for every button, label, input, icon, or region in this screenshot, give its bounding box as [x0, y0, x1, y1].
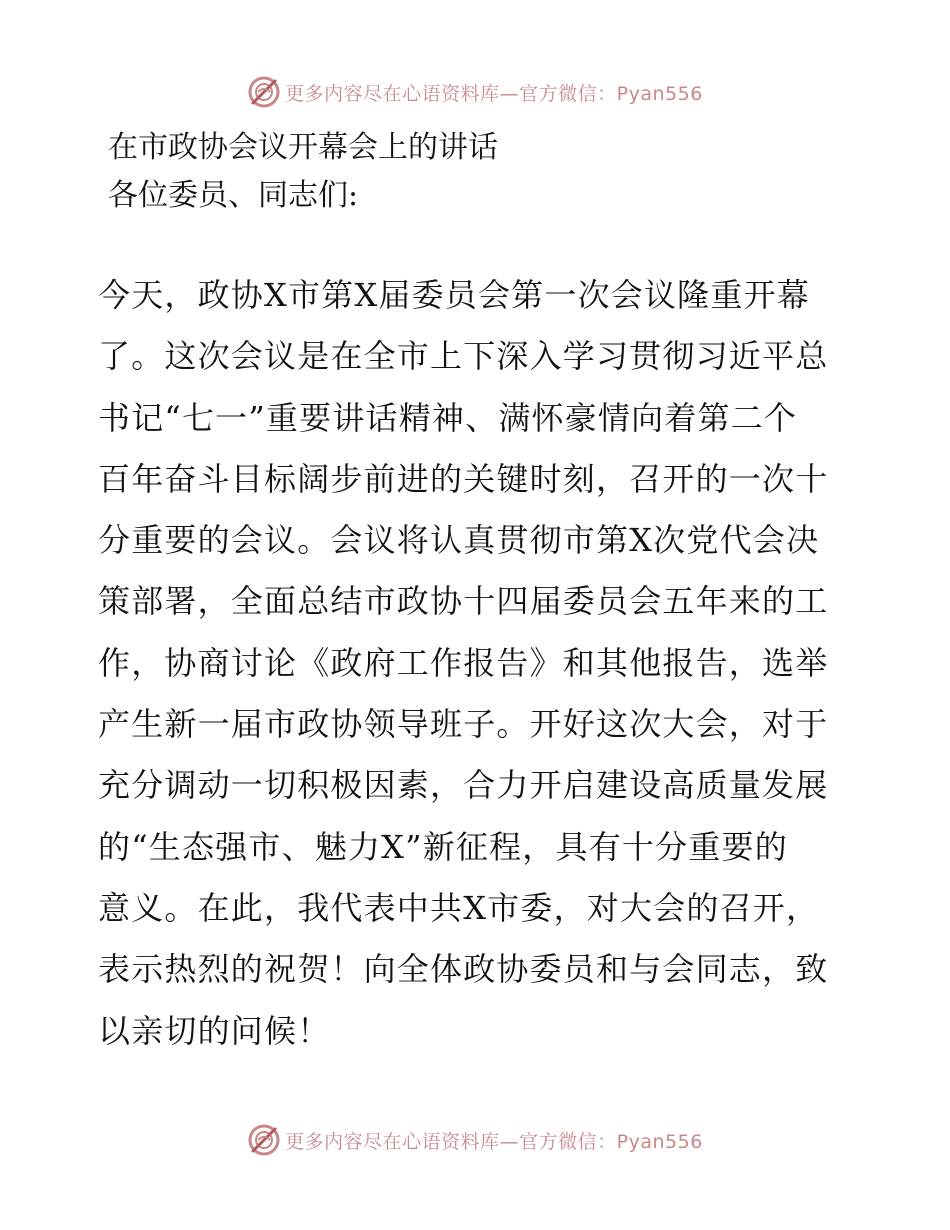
paragraph-line: 产生新一届市政协领导班子。开好这次大会，对于 — [98, 705, 829, 744]
paragraph-line: 表示热烈的祝贺！向全体政协委员和与会同志，致 — [98, 950, 829, 989]
footer-watermark — [0, 1120, 950, 1160]
book-logo-icon — [247, 1123, 281, 1157]
paragraph-line: 的“生态强市、魅力X”新征程，具有十分重要的 — [98, 827, 788, 866]
paragraph-line: 分重要的会议。会议将认真贯彻市第X次党代会决 — [98, 521, 820, 560]
salutation: 各位委员、同志们: — [108, 178, 359, 213]
paragraph-line: 作，协商讨论《政府工作报告》和其他报告，选举 — [98, 643, 829, 682]
paragraph-line: 以亲切的问候！ — [98, 1011, 331, 1050]
watermark-text: 更多内容尽在心语资料库—官方微信：Pyan556 — [285, 1130, 703, 1153]
speech-paragraph — [98, 265, 878, 1062]
paragraph-line: 书记“七一”重要讲话精神、满怀豪情向着第二个 — [98, 398, 798, 437]
paragraph-line: 策部署，全面总结市政协十四届委员会五年来的工 — [98, 582, 829, 621]
document-title: 在市政协会议开幕会上的讲话 — [108, 130, 498, 165]
paragraph-line: 意义。在此，我代表中共X市委，对大会的召开， — [98, 888, 820, 927]
header-watermark — [0, 72, 950, 112]
watermark-text: 更多内容尽在心语资料库—官方微信：Pyan556 — [285, 82, 703, 105]
book-logo-icon — [247, 75, 281, 109]
paragraph-line: 百年奋斗目标阔步前进的关键时刻，召开的一次十 — [98, 459, 829, 498]
paragraph-line: 今天，政协X市第X届委员会第一次会议隆重开幕 — [98, 276, 810, 314]
paragraph-line: 充分调动一切积极因素，合力开启建设高质量发展 — [98, 766, 829, 805]
paragraph-line: 了。这次会议是在全市上下深入学习贯彻习近平总 — [98, 337, 829, 376]
